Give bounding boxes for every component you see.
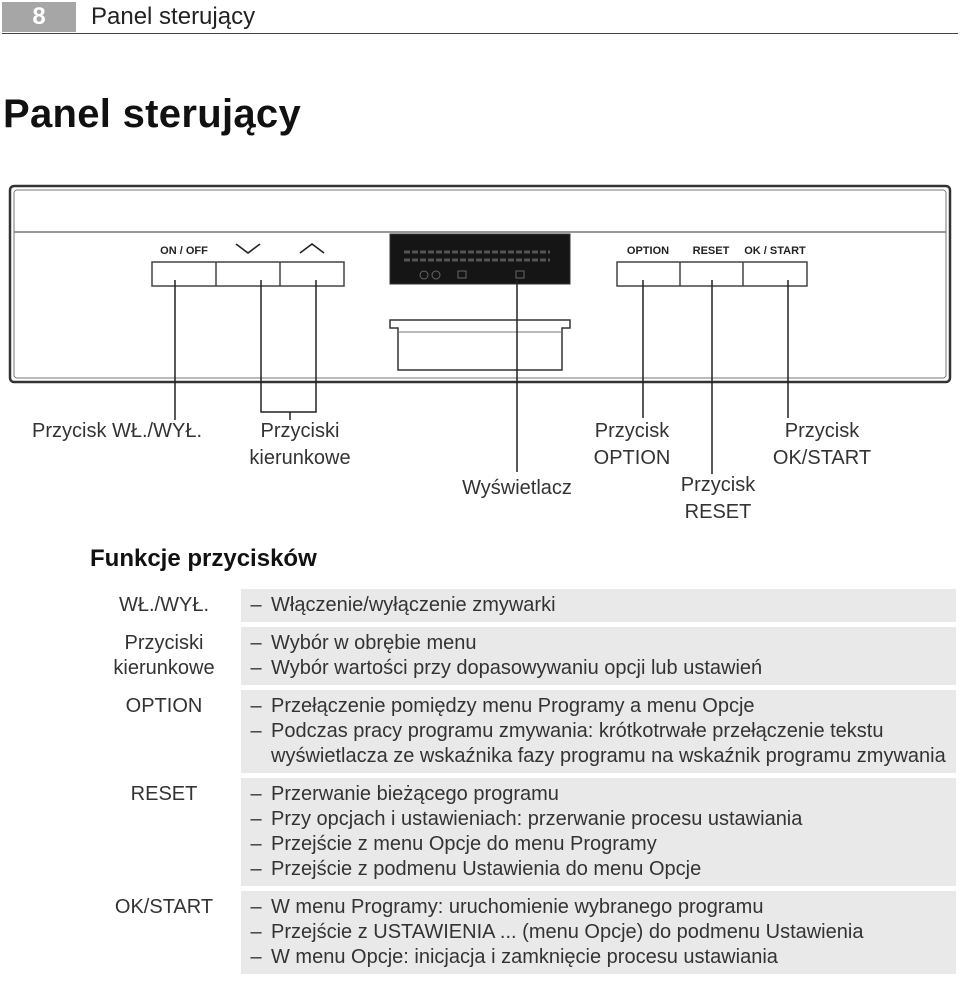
- table-row: [92, 589, 956, 622]
- dash-bullet: –: [250, 594, 262, 616]
- callout-okstart: [762, 418, 882, 472]
- list-item: [241, 807, 948, 832]
- callout-reset: [672, 472, 764, 526]
- function-item-text: Wybór wartości przy dopasowywaniu opcji lub ustawień: [271, 657, 763, 679]
- function-description: [241, 589, 956, 622]
- function-item-text: Przerwanie bieżącego programu: [271, 783, 559, 805]
- callout-reset-line2: RESET: [684, 501, 752, 523]
- callout-okstart-line2: OK/START: [772, 447, 872, 469]
- header-divider: [2, 33, 958, 34]
- list-item: [241, 694, 948, 719]
- dash-bullet: –: [250, 833, 262, 855]
- callout-arrow-buttons: [240, 418, 360, 472]
- function-item-text: Przy opcjach i ustawieniach: przerwanie procesu ustawiania: [271, 808, 803, 830]
- function-item-text: Przejście z menu Opcje do menu Programy: [271, 833, 657, 855]
- callout-option-line1: Przycisk: [594, 420, 670, 442]
- callout-reset-line1: Przycisk: [680, 474, 756, 496]
- function-item-text: Włączenie/wyłączenie zmywarki: [271, 594, 556, 616]
- door-handle: [390, 320, 570, 370]
- option-label: OPTION: [626, 245, 670, 257]
- table-row: [92, 891, 956, 974]
- function-description: [241, 778, 956, 886]
- function-key: [92, 690, 236, 773]
- functions-heading: Funkcje przycisków: [90, 545, 317, 572]
- dash-bullet: –: [250, 858, 262, 880]
- dash-bullet: –: [250, 896, 262, 918]
- function-description: [241, 627, 956, 685]
- function-item-text: Przejście z podmenu Ustawienia do menu Opcje: [271, 858, 702, 880]
- function-description: [241, 891, 956, 974]
- function-key-label: RESET: [130, 783, 198, 805]
- running-header: Panel sterujący: [91, 3, 256, 30]
- function-item-text: Przejście z USTAWIENIA ... (menu Opcje) do podmenu Ustawienia: [271, 921, 864, 943]
- list-item: [241, 832, 948, 857]
- callout-option-line2: OPTION: [593, 447, 671, 469]
- list-item: [241, 631, 948, 656]
- function-item-text: Podczas pracy programu zmywania: krótkotrwałe przełączenie tekstu wyświetlacza ze wskaźnika fazy programu na wskaźnik programu zmywania: [271, 720, 946, 767]
- list-item: [241, 782, 948, 807]
- dash-bullet: –: [250, 808, 262, 830]
- function-description: [241, 690, 956, 773]
- function-key: [92, 891, 236, 974]
- list-item: [241, 857, 948, 882]
- list-item: [241, 719, 948, 769]
- callout-onoff: Przycisk WŁ./WYŁ.: [32, 420, 203, 442]
- dash-bullet: –: [250, 632, 262, 654]
- function-key: [92, 589, 236, 622]
- page-title: Panel sterujący: [3, 92, 301, 136]
- callout-okstart-line1: Przycisk: [784, 420, 860, 442]
- function-key-label: OPTION: [125, 695, 203, 717]
- table-row: [92, 627, 956, 685]
- callout-option: [586, 418, 678, 472]
- function-key-label: kierunkowe: [113, 657, 215, 679]
- list-item: [241, 895, 948, 920]
- table-row: [92, 690, 956, 773]
- page-number: 8: [2, 2, 76, 32]
- callout-arrow-buttons-line2: kierunkowe: [249, 447, 351, 469]
- function-item-text: Przełączenie pomiędzy menu Programy a menu Opcje: [271, 695, 755, 717]
- function-key: [92, 627, 236, 685]
- onoff-label: ON / OFF: [160, 245, 208, 257]
- list-item: [241, 920, 948, 945]
- dash-bullet: –: [250, 783, 262, 805]
- function-item-text: W menu Programy: uruchomienie wybranego programu: [271, 896, 764, 918]
- function-item-text: Wybór w obrębie menu: [271, 632, 477, 654]
- function-key-label: WŁ./WYŁ.: [118, 594, 209, 616]
- dash-bullet: –: [250, 921, 262, 943]
- dash-bullet: –: [250, 946, 262, 968]
- function-key-label: OK/START: [114, 896, 214, 918]
- dash-bullet: –: [250, 657, 262, 679]
- dash-bullet: –: [250, 720, 262, 742]
- list-item: [241, 656, 948, 681]
- dash-bullet: –: [250, 695, 262, 717]
- left-button-strip: [152, 262, 344, 286]
- function-key-label: Przyciski: [124, 632, 204, 654]
- callout-arrow-buttons-line1: Przyciski: [260, 420, 340, 442]
- callout-display: Wyświetlacz: [462, 477, 572, 499]
- reset-label: RESET: [692, 245, 730, 257]
- list-item: [241, 945, 948, 970]
- functions-table: [92, 589, 956, 979]
- function-item-text: W menu Opcje: inicjacja i zamknięcie procesu ustawiania: [271, 946, 778, 968]
- okstart-label: OK / START: [744, 245, 806, 257]
- table-row: [92, 778, 956, 886]
- function-key: [92, 778, 236, 886]
- list-item: [241, 593, 948, 618]
